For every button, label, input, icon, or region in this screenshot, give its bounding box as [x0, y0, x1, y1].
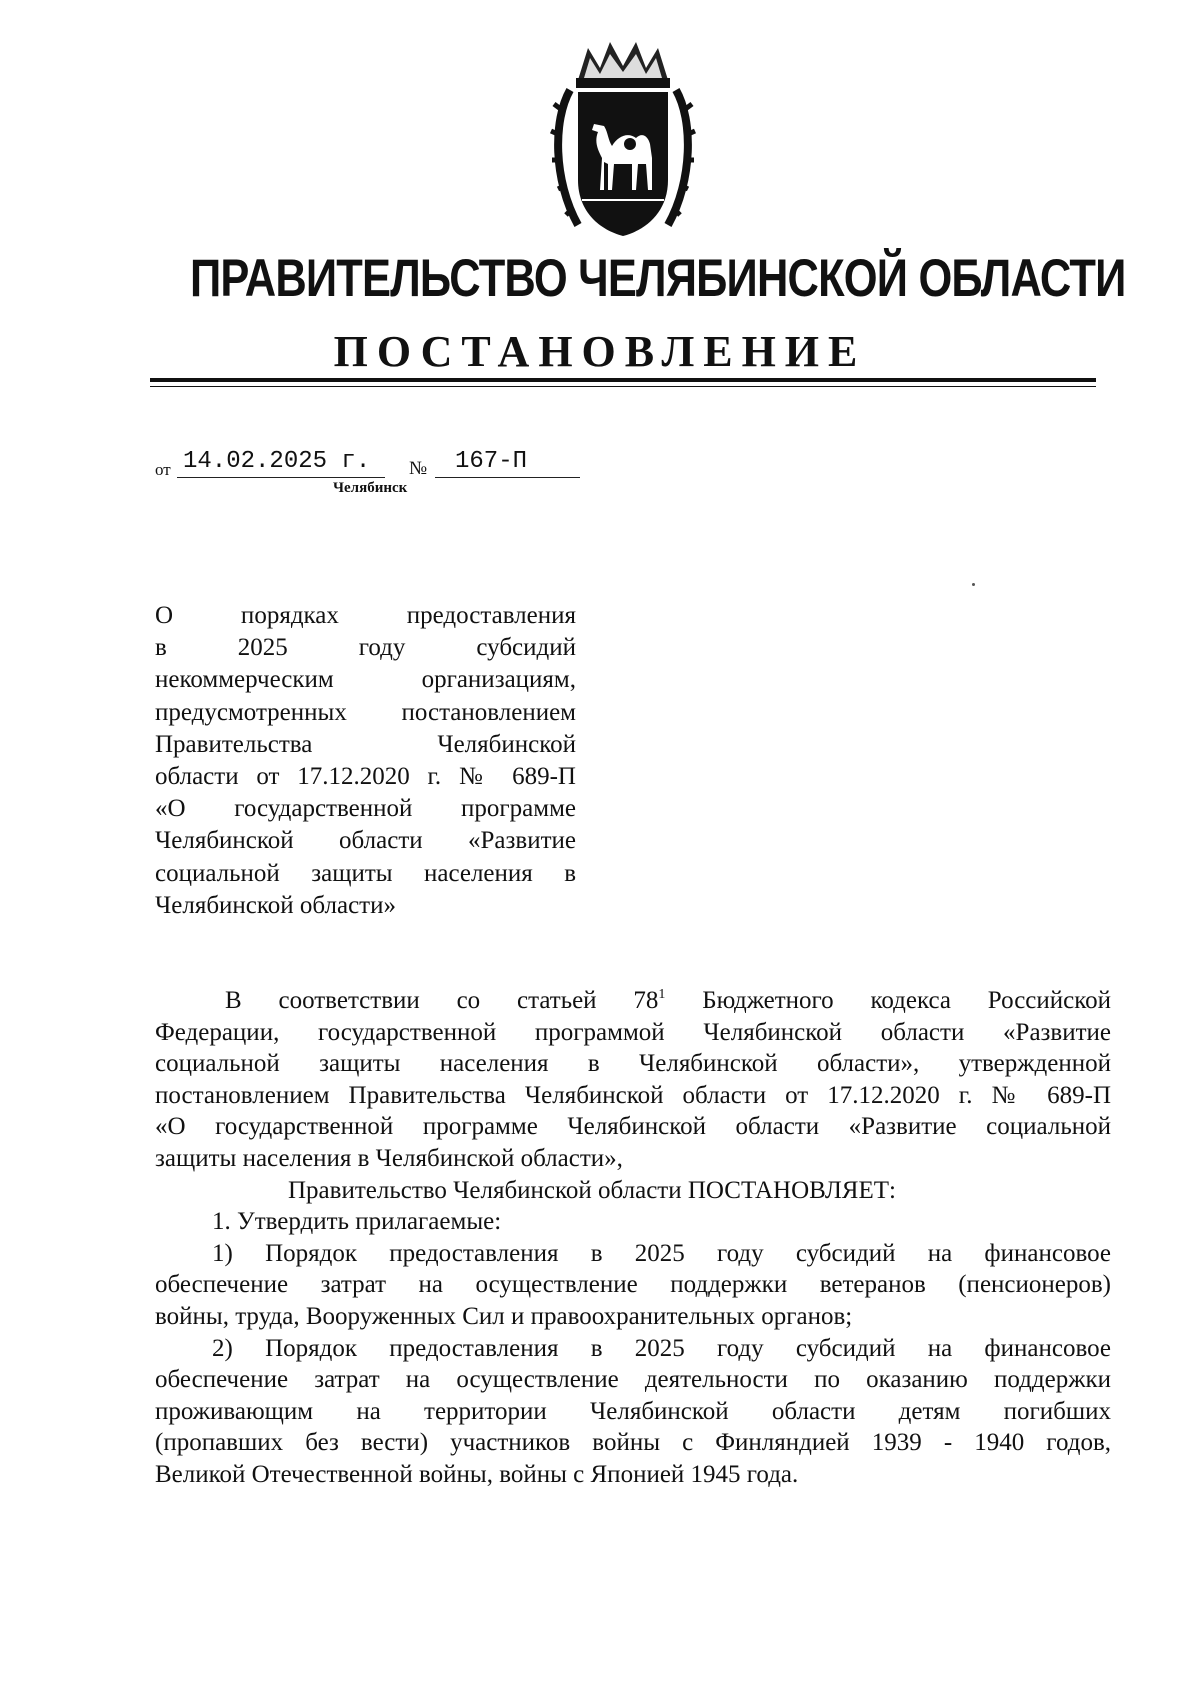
- article-superscript: 1: [658, 987, 666, 1002]
- document-body: [155, 985, 1111, 1491]
- subitem-1-line: 1) Порядок предоставления в 2025 году субсидий на финансовое: [212, 1239, 1111, 1267]
- header-rule-thick: [150, 378, 1096, 382]
- document-number: 167-П: [455, 448, 528, 475]
- date-underline: [177, 477, 385, 478]
- subitem-1-line: обеспечение затрат на осуществление поддержки ветеранов (пенсионеров): [155, 1271, 1111, 1299]
- subject-line: Челябинской области «Развитие: [155, 827, 576, 855]
- preamble-line: Федерации, государственной программой Челябинской области «Развитие: [155, 1018, 1111, 1046]
- subitem-2-line: обеспечение затрат на осуществление деятельности по оказанию поддержки: [155, 1366, 1111, 1394]
- subitem-2-line: 2) Порядок предоставления в 2025 году субсидий на финансовое: [212, 1334, 1111, 1362]
- preamble-line: «О государственной программе Челябинской области «Развитие социальной: [155, 1113, 1111, 1141]
- number-label: №: [409, 458, 428, 479]
- preamble-text: Бюджетного кодекса Российской: [665, 987, 1112, 1014]
- date-label: от: [155, 460, 171, 479]
- coat-of-arms-icon: [548, 40, 698, 240]
- subject-line: области от 17.12.2020 г. № 689-П: [155, 763, 576, 791]
- document-city: Челябинск: [333, 480, 408, 496]
- document-meta: [155, 448, 605, 500]
- document-type-title: ПОСТАНОВЛЕНИЕ: [333, 327, 867, 376]
- item-1: 1. Утвердить прилагаемые:: [212, 1208, 502, 1236]
- preamble-line: постановлением Правительства Челябинской области от 17.12.2020 г. № 689-П: [155, 1081, 1111, 1109]
- subitem-2-line: проживающим на территории Челябинской области детям погибших: [155, 1397, 1111, 1425]
- subject-line: социальной защиты населения в: [155, 859, 576, 887]
- number-underline: [435, 477, 580, 478]
- subitem-2-line: (пропавших без вести) участников войны с Финляндией 1939 - 1940 годов,: [155, 1429, 1111, 1457]
- organization-name: ПРАВИТЕЛЬСТВО ЧЕЛЯБИНСКОЙ ОБЛАСТИ: [190, 249, 1126, 308]
- subject-line: О порядках предоставления: [155, 602, 576, 629]
- document-date: 14.02.2025 г.: [183, 448, 371, 475]
- subitem-1-line: войны, труда, Вооруженных Сил и правоохранительных органов;: [155, 1302, 853, 1330]
- header-rule-thin: [150, 386, 1096, 387]
- decree-line: Правительство Челябинской области ПОСТАНОВЛЯЕТ:: [288, 1176, 896, 1204]
- preamble-line: защиты населения в Челябинской области»,: [155, 1144, 623, 1172]
- subject-line: Челябинской области»: [155, 891, 396, 919]
- subject-line: в 2025 году субсидий: [155, 634, 576, 662]
- preamble-text: В соответствии со статьей 78: [225, 987, 659, 1014]
- subject-line: «О государственной программе: [155, 795, 576, 823]
- subitem-2-line: Великой Отечественной войны, войны с Японией 1945 года.: [155, 1460, 799, 1488]
- subject-line: Правительства Челябинской: [155, 730, 576, 758]
- preamble-line: социальной защиты населения в Челябинской области», утвержденной: [155, 1050, 1111, 1078]
- subject-line: предусмотренных постановлением: [155, 698, 576, 726]
- scan-speck: [972, 583, 975, 586]
- preamble-line: [155, 985, 1111, 1017]
- document-subject: [155, 600, 576, 922]
- subject-line: некоммерческим организациям,: [155, 666, 576, 694]
